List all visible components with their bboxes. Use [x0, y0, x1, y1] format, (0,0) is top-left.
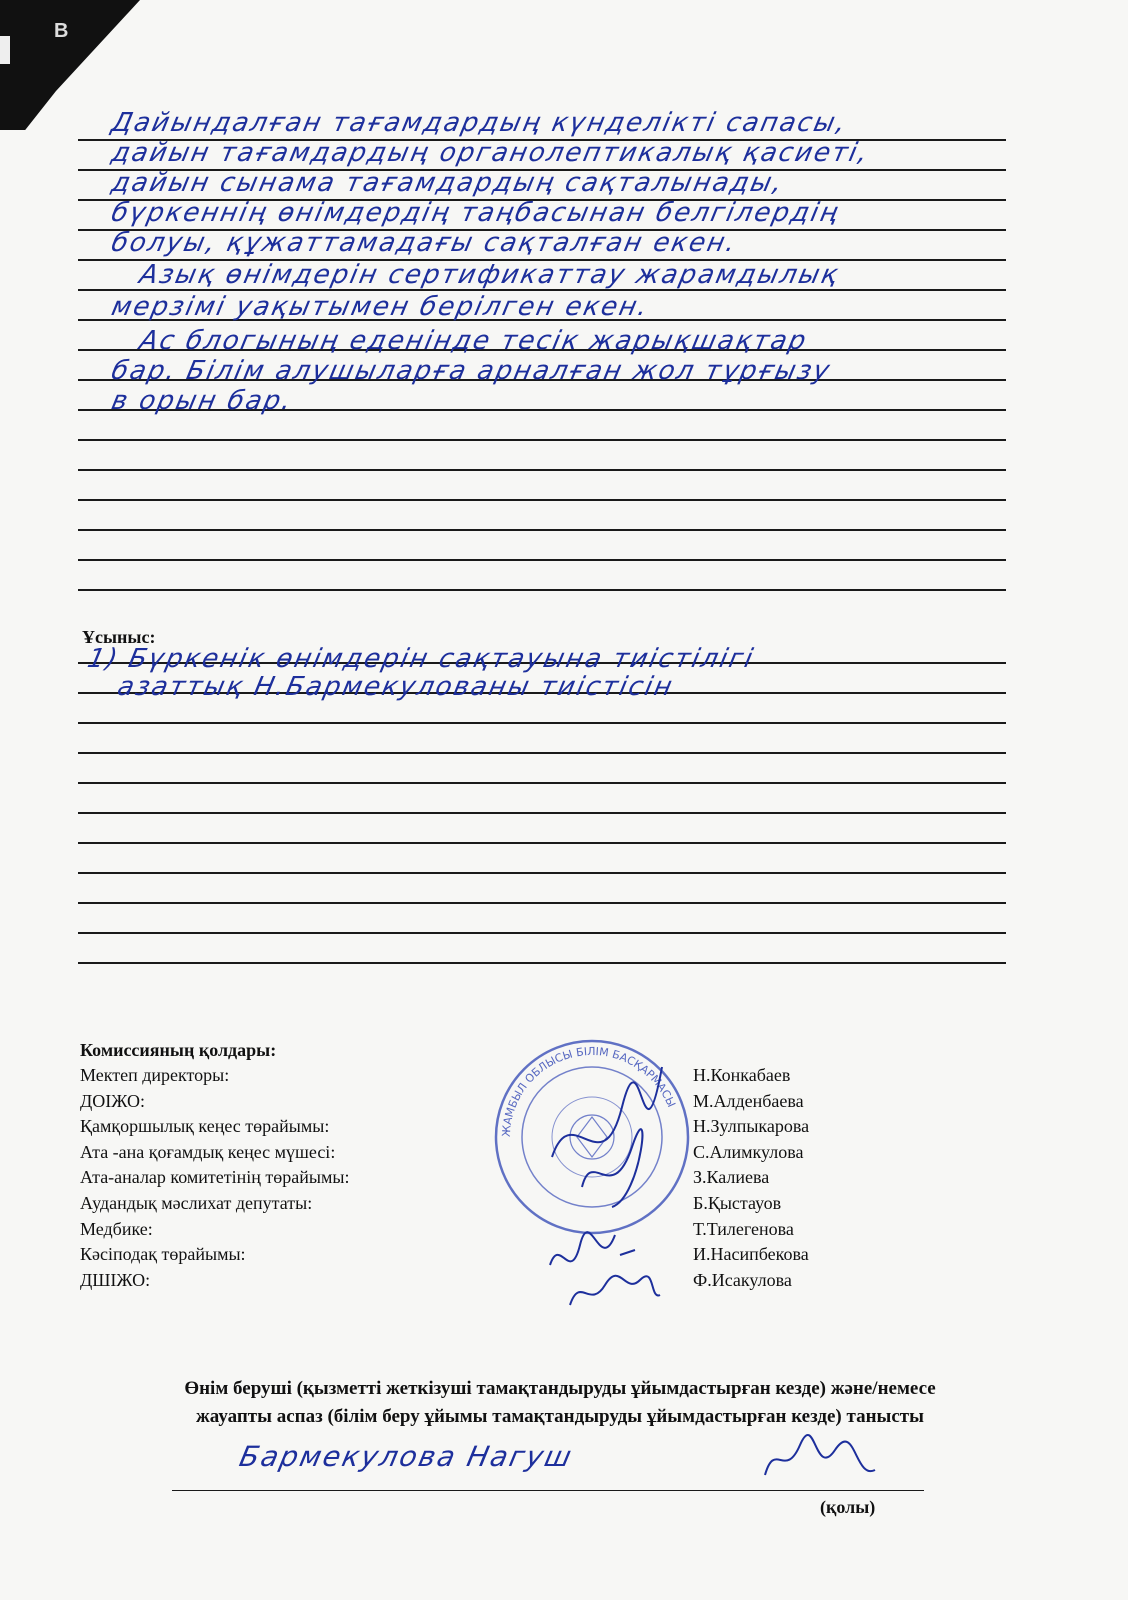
ruled-line: [78, 589, 1006, 591]
handwritten-line: в орын бар.: [108, 386, 296, 416]
member-name: М.Алденбаева: [693, 1090, 804, 1111]
member-name: Н.Конкабаев: [693, 1065, 791, 1085]
member-name: Т.Тилегенова: [693, 1218, 794, 1239]
ruled-line: [78, 962, 1006, 964]
member-name: И.Насипбекова: [693, 1244, 809, 1265]
member-signature: [540, 1225, 670, 1315]
role-label: Аудандық мәслихат депутаты:: [80, 1192, 313, 1213]
ruled-line: [78, 842, 1006, 844]
member-name: С.Алимкулова: [693, 1141, 804, 1162]
role-label: Мектеп директоры:: [80, 1065, 230, 1085]
ruled-line: [78, 902, 1006, 904]
ruled-line: [78, 469, 1006, 471]
ruled-line: [78, 499, 1006, 501]
member-name: Б.Қыстауов: [693, 1192, 782, 1213]
proposal-label: Ұсыныс:: [82, 627, 156, 647]
handwritten-signer-name: Бармекулова Нагуш: [236, 1440, 577, 1473]
ruled-line: [78, 559, 1006, 561]
corner-mark: [0, 36, 10, 64]
footer-line-1: Өнім беруші (қызметті жеткізуші тамақтандыруды ұйымдастырған кезде) және/немесе: [184, 1378, 936, 1399]
handwritten-line: Дайындалған тағамдардың күнделікті сапасы,: [108, 108, 850, 138]
signature-scribble: [552, 1067, 662, 1157]
handwritten-line: Ас блогының еденінде тесік жарықшақтар: [136, 326, 811, 356]
member-name: Ф.Исакулова: [693, 1269, 792, 1290]
commission-names: [693, 1063, 809, 1293]
role-label: Қамқоршылық кеңес төрайымы:: [80, 1116, 330, 1137]
role-label: Ата -ана қоғамдық кеңес мүшесі:: [80, 1141, 336, 1162]
ruled-line: [78, 932, 1006, 934]
ruled-line: [78, 529, 1006, 531]
handwritten-line: дайын сынама тағамдардың сақталынады,: [108, 168, 787, 198]
official-stamp: [492, 1037, 692, 1237]
handwritten-line: мерзімі уақытымен берілген екен.: [108, 292, 652, 322]
signature-caption: (қолы): [820, 1497, 876, 1517]
role-label: ДШІЖО:: [80, 1269, 151, 1290]
handwritten-line: дайын тағамдардың органолептикалық қасиеті,: [108, 138, 873, 168]
handwritten-line: болуы, құжаттамадағы сақталған екен.: [108, 228, 740, 258]
commission-roles: [80, 1063, 349, 1293]
ruled-line: [78, 722, 1006, 724]
member-name: Н.Зулпыкарова: [693, 1116, 810, 1137]
footer-line-2: жауапты аспаз (білім беру ұйымы тамақтандыруды ұйымдастырған кезде) танысты: [196, 1406, 924, 1427]
ruled-line: [78, 439, 1006, 441]
corner-letter: B: [54, 20, 69, 42]
ruled-line: [78, 752, 1006, 754]
handwritten-line: Азық өнімдерін сертификаттау жарамдылық: [136, 260, 843, 290]
ruled-line: [78, 812, 1006, 814]
role-label: Медбике:: [80, 1218, 153, 1239]
signer-signature: [755, 1430, 885, 1490]
signature-line: [172, 1490, 924, 1491]
ruled-line: [78, 872, 1006, 874]
member-name: З.Калиева: [693, 1167, 770, 1188]
commission-title: Комиссияның қолдары:: [80, 1040, 277, 1060]
handwritten-line: бар. Білім алушыларға арналған жол тұрғызу: [108, 356, 835, 386]
handwritten-line: 1) Бүркенік өнімдерін сақтауына тиістілігі: [84, 644, 758, 674]
role-label: Кәсіподақ төрайымы:: [80, 1244, 246, 1265]
ruled-line: [78, 782, 1006, 784]
handwritten-line: бүркеннің өнімдердің таңбасынан белгілердің: [108, 198, 843, 228]
handwritten-line: азаттық Н.Бармекулованы тиістісін: [114, 672, 677, 702]
role-label: ДОІЖО:: [80, 1090, 145, 1111]
stamp-emblem-icon: [570, 1115, 614, 1159]
role-label: Ата-аналар комитетінің төрайымы:: [80, 1167, 350, 1188]
stamp-text: ЖАМБЫЛ ОБЛЫСЫ БІЛІМ БАСҚАРМАСЫ: [499, 1044, 678, 1138]
